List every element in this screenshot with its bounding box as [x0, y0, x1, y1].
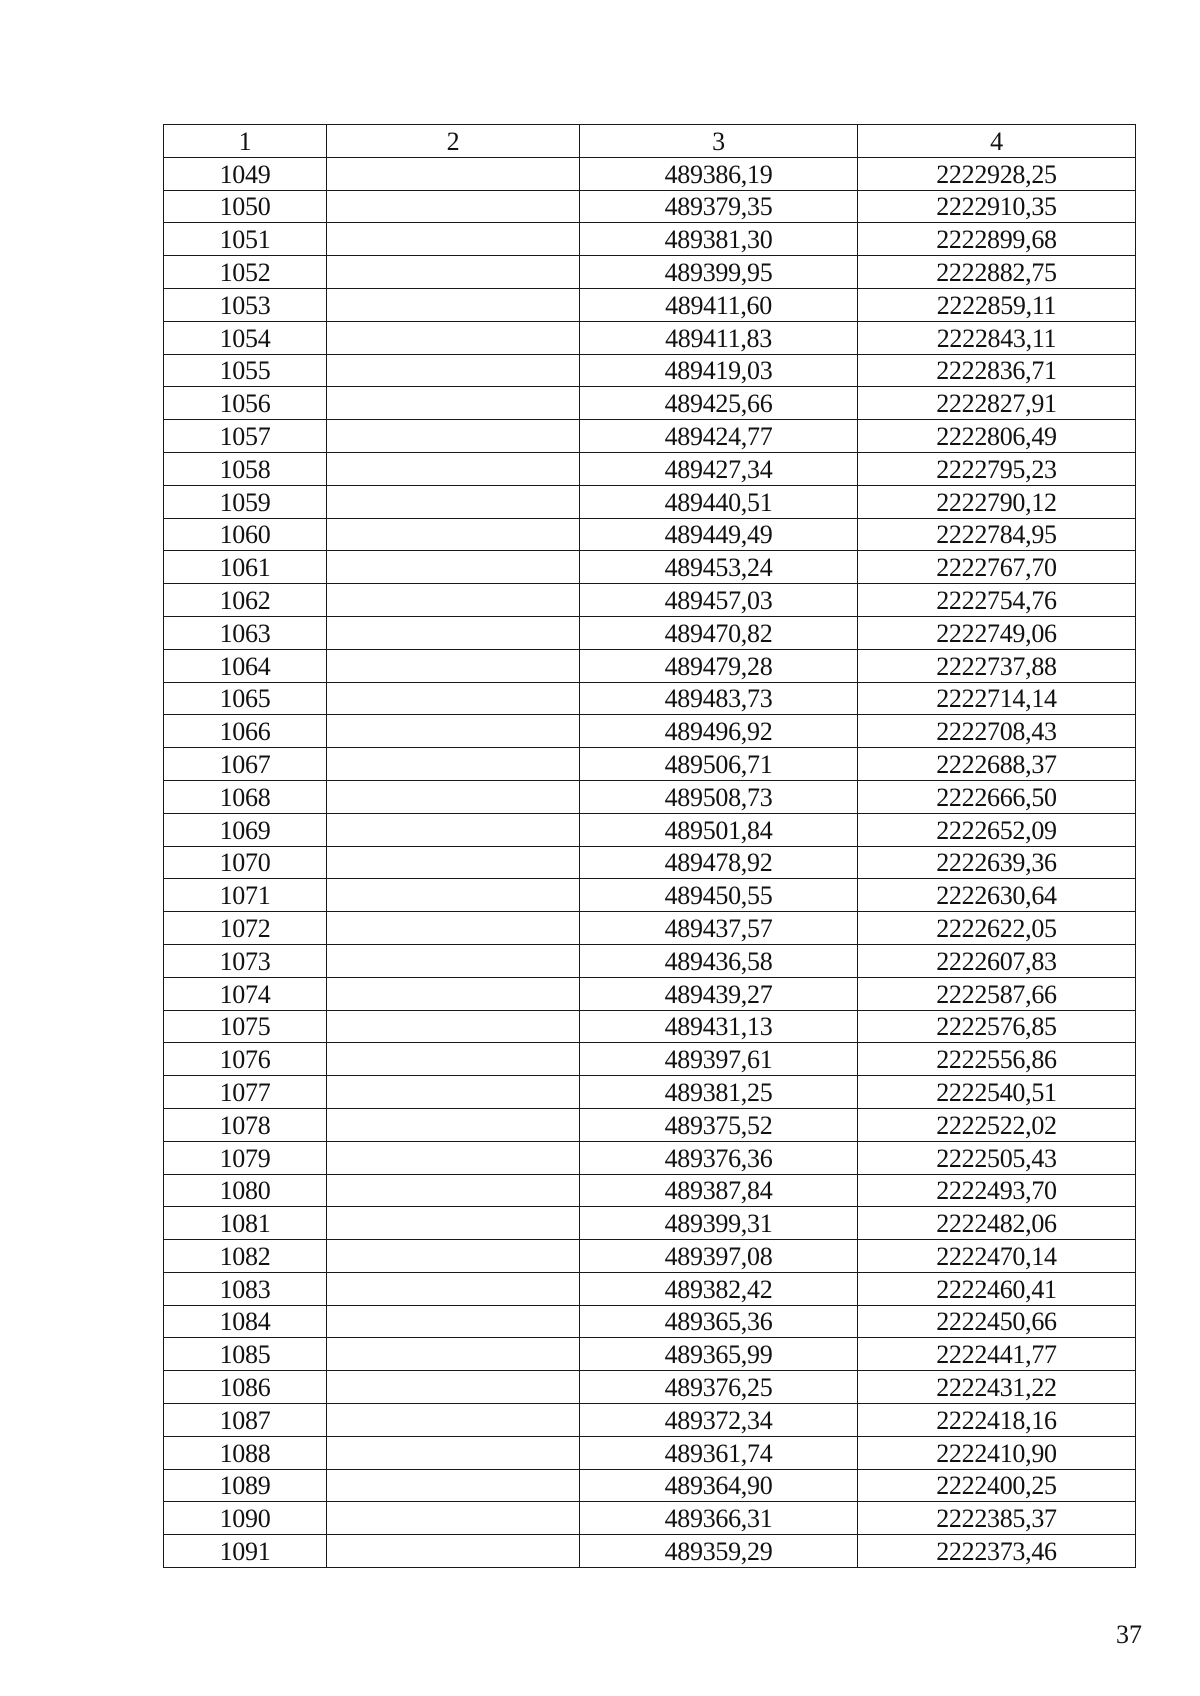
table-row: [164, 1502, 1136, 1535]
coordinates-table: [163, 124, 1136, 1568]
column-header-2: 2: [327, 125, 580, 158]
table-cell-col-1: 1055: [164, 354, 327, 387]
table-cell-col-4: 2222843,11: [858, 321, 1136, 354]
table-cell-col-4: 2222652,09: [858, 813, 1136, 846]
table-cell-col-4: 2222385,37: [858, 1502, 1136, 1535]
table-cell-col-2: [327, 1010, 580, 1043]
table-cell-col-1: 1085: [164, 1338, 327, 1371]
table-cell-col-2: [327, 420, 580, 453]
table-cell-col-3: 489361,74: [580, 1436, 858, 1469]
table-cell-col-1: 1066: [164, 715, 327, 748]
table-cell-col-2: [327, 748, 580, 781]
table-cell-col-2: [327, 1338, 580, 1371]
table-row: [164, 420, 1136, 453]
table-row: [164, 190, 1136, 223]
table-row: [164, 387, 1136, 420]
table-row: [164, 321, 1136, 354]
table-cell-col-1: 1079: [164, 1141, 327, 1174]
table-cell-col-3: 489399,31: [580, 1207, 858, 1240]
table-cell-col-4: 2222556,86: [858, 1043, 1136, 1076]
table-cell-col-4: 2222400,25: [858, 1469, 1136, 1502]
table-cell-col-2: [327, 649, 580, 682]
table-cell-col-1: 1081: [164, 1207, 327, 1240]
table-row: [164, 682, 1136, 715]
table-cell-col-1: 1051: [164, 223, 327, 256]
table-cell-col-2: [327, 944, 580, 977]
table-cell-col-4: 2222859,11: [858, 288, 1136, 321]
table-cell-col-2: [327, 1305, 580, 1338]
table-row: [164, 1338, 1136, 1371]
table-row: [164, 912, 1136, 945]
table-cell-col-3: 489397,08: [580, 1240, 858, 1273]
table-cell-col-4: 2222576,85: [858, 1010, 1136, 1043]
table-cell-col-3: 489440,51: [580, 485, 858, 518]
table-row: [164, 879, 1136, 912]
table-cell-col-4: 2222827,91: [858, 387, 1136, 420]
table-cell-col-2: [327, 813, 580, 846]
table-cell-col-1: 1057: [164, 420, 327, 453]
table-cell-col-1: 1069: [164, 813, 327, 846]
table-cell-col-4: 2222418,16: [858, 1404, 1136, 1437]
table-cell-col-1: 1091: [164, 1535, 327, 1568]
column-header-4: 4: [858, 125, 1136, 158]
table-cell-col-4: 2222767,70: [858, 551, 1136, 584]
table-cell-col-4: 2222607,83: [858, 944, 1136, 977]
table-cell-col-4: 2222784,95: [858, 518, 1136, 551]
table-cell-col-2: [327, 1502, 580, 1535]
table-cell-col-2: [327, 1535, 580, 1568]
table-row: [164, 977, 1136, 1010]
table-cell-col-1: 1062: [164, 584, 327, 617]
table-cell-col-4: 2222630,64: [858, 879, 1136, 912]
table-row: [164, 288, 1136, 321]
table-cell-col-3: 489508,73: [580, 780, 858, 813]
table-cell-col-2: [327, 1207, 580, 1240]
table-cell-col-2: [327, 977, 580, 1010]
table-cell-col-3: 489449,49: [580, 518, 858, 551]
table-cell-col-2: [327, 1076, 580, 1109]
table-cell-col-4: 2222450,66: [858, 1305, 1136, 1338]
table-row: [164, 256, 1136, 289]
table-cell-col-3: 489506,71: [580, 748, 858, 781]
table-cell-col-1: 1089: [164, 1469, 327, 1502]
table-cell-col-2: [327, 912, 580, 945]
table-cell-col-1: 1067: [164, 748, 327, 781]
table-cell-col-3: 489450,55: [580, 879, 858, 912]
table-cell-col-3: 489379,35: [580, 190, 858, 223]
table-cell-col-4: 2222410,90: [858, 1436, 1136, 1469]
table-cell-col-3: 489501,84: [580, 813, 858, 846]
table-row: [164, 584, 1136, 617]
table-cell-col-4: 2222688,37: [858, 748, 1136, 781]
table-row: [164, 813, 1136, 846]
table-cell-col-2: [327, 387, 580, 420]
table-cell-col-2: [327, 1469, 580, 1502]
table-cell-col-1: 1072: [164, 912, 327, 945]
table-row: [164, 1207, 1136, 1240]
table-cell-col-2: [327, 1272, 580, 1305]
table-row: [164, 1436, 1136, 1469]
table-cell-col-3: 489366,31: [580, 1502, 858, 1535]
table-cell-col-2: [327, 223, 580, 256]
table-cell-col-4: 2222522,02: [858, 1108, 1136, 1141]
table-row: [164, 485, 1136, 518]
table-row: [164, 354, 1136, 387]
table-cell-col-1: 1058: [164, 452, 327, 485]
table-cell-col-3: 489359,29: [580, 1535, 858, 1568]
table-row: [164, 1010, 1136, 1043]
table-cell-col-4: 2222754,76: [858, 584, 1136, 617]
table-cell-col-3: 489436,58: [580, 944, 858, 977]
table-cell-col-1: 1063: [164, 616, 327, 649]
table-cell-col-1: 1049: [164, 157, 327, 190]
table-cell-col-4: 2222639,36: [858, 846, 1136, 879]
table-cell-col-3: 489364,90: [580, 1469, 858, 1502]
table-cell-col-4: 2222482,06: [858, 1207, 1136, 1240]
table-cell-col-3: 489427,34: [580, 452, 858, 485]
table-row: [164, 452, 1136, 485]
table-cell-col-1: 1061: [164, 551, 327, 584]
table-cell-col-1: 1056: [164, 387, 327, 420]
table-cell-col-1: 1087: [164, 1404, 327, 1437]
table-cell-col-2: [327, 780, 580, 813]
table-row: [164, 551, 1136, 584]
table-cell-col-4: 2222836,71: [858, 354, 1136, 387]
table-cell-col-4: 2222806,49: [858, 420, 1136, 453]
table-row: [164, 1305, 1136, 1338]
table-row: [164, 715, 1136, 748]
table-cell-col-1: 1065: [164, 682, 327, 715]
table-cell-col-2: [327, 1141, 580, 1174]
table-row: [164, 1371, 1136, 1404]
table-cell-col-2: [327, 485, 580, 518]
table-cell-col-2: [327, 1043, 580, 1076]
table-row: [164, 1469, 1136, 1502]
table-cell-col-1: 1068: [164, 780, 327, 813]
table-row: [164, 1043, 1136, 1076]
table-cell-col-1: 1054: [164, 321, 327, 354]
table-cell-col-2: [327, 1371, 580, 1404]
table-cell-col-3: 489372,34: [580, 1404, 858, 1437]
table-cell-col-1: 1078: [164, 1108, 327, 1141]
table-cell-col-3: 489376,36: [580, 1141, 858, 1174]
table-cell-col-1: 1084: [164, 1305, 327, 1338]
table-cell-col-4: 2222431,22: [858, 1371, 1136, 1404]
table-cell-col-3: 489424,77: [580, 420, 858, 453]
table-cell-col-1: 1074: [164, 977, 327, 1010]
table-cell-col-2: [327, 846, 580, 879]
table-cell-col-3: 489365,99: [580, 1338, 858, 1371]
table-row: [164, 1141, 1136, 1174]
table-row: [164, 1108, 1136, 1141]
table-cell-col-2: [327, 518, 580, 551]
table-cell-col-2: [327, 1174, 580, 1207]
table-cell-col-3: 489419,03: [580, 354, 858, 387]
table-cell-col-1: 1073: [164, 944, 327, 977]
table-cell-col-2: [327, 288, 580, 321]
table-cell-col-3: 489381,30: [580, 223, 858, 256]
table-cell-col-4: 2222928,25: [858, 157, 1136, 190]
table-cell-col-1: 1052: [164, 256, 327, 289]
table-cell-col-1: 1082: [164, 1240, 327, 1273]
table-cell-col-2: [327, 682, 580, 715]
table-cell-col-2: [327, 321, 580, 354]
table-cell-col-3: 489411,60: [580, 288, 858, 321]
table-cell-col-3: 489437,57: [580, 912, 858, 945]
table-cell-col-3: 489411,83: [580, 321, 858, 354]
table-row: [164, 616, 1136, 649]
table-cell-col-1: 1050: [164, 190, 327, 223]
table-row: [164, 1272, 1136, 1305]
table-cell-col-2: [327, 715, 580, 748]
table-cell-col-2: [327, 256, 580, 289]
table-cell-col-2: [327, 190, 580, 223]
table-cell-col-1: 1086: [164, 1371, 327, 1404]
table-cell-col-3: 489365,36: [580, 1305, 858, 1338]
table-cell-col-1: 1070: [164, 846, 327, 879]
table-cell-col-4: 2222737,88: [858, 649, 1136, 682]
table-cell-col-3: 489478,92: [580, 846, 858, 879]
table-row: [164, 223, 1136, 256]
table-cell-col-3: 489453,24: [580, 551, 858, 584]
table-cell-col-4: 2222540,51: [858, 1076, 1136, 1109]
table-cell-col-2: [327, 584, 580, 617]
table-cell-col-3: 489375,52: [580, 1108, 858, 1141]
table-cell-col-1: 1071: [164, 879, 327, 912]
table-cell-col-4: 2222882,75: [858, 256, 1136, 289]
table-cell-col-2: [327, 616, 580, 649]
table-cell-col-1: 1088: [164, 1436, 327, 1469]
table-cell-col-1: 1059: [164, 485, 327, 518]
table-cell-col-2: [327, 1404, 580, 1437]
page-number: 37: [1116, 1620, 1142, 1649]
table-row: [164, 518, 1136, 551]
table-row: [164, 1076, 1136, 1109]
column-header-1: 1: [164, 125, 327, 158]
table-row: [164, 1535, 1136, 1568]
table-row: [164, 846, 1136, 879]
table-cell-col-3: 489425,66: [580, 387, 858, 420]
table-cell-col-4: 2222373,46: [858, 1535, 1136, 1568]
table-cell-col-3: 489386,19: [580, 157, 858, 190]
table-cell-col-2: [327, 1240, 580, 1273]
table-row: [164, 1404, 1136, 1437]
table-cell-col-3: 489397,61: [580, 1043, 858, 1076]
table-cell-col-3: 489470,82: [580, 616, 858, 649]
table-cell-col-1: 1060: [164, 518, 327, 551]
table-cell-col-1: 1064: [164, 649, 327, 682]
table-cell-col-3: 489376,25: [580, 1371, 858, 1404]
table-cell-col-3: 489381,25: [580, 1076, 858, 1109]
table-row: [164, 1174, 1136, 1207]
table-cell-col-1: 1053: [164, 288, 327, 321]
table-cell-col-2: [327, 157, 580, 190]
table-cell-col-3: 489399,95: [580, 256, 858, 289]
table-cell-col-2: [327, 1108, 580, 1141]
table-cell-col-3: 489479,28: [580, 649, 858, 682]
table-cell-col-2: [327, 1436, 580, 1469]
table-row: [164, 649, 1136, 682]
table-cell-col-2: [327, 879, 580, 912]
table-cell-col-4: 2222795,23: [858, 452, 1136, 485]
table-cell-col-2: [327, 551, 580, 584]
table-cell-col-4: 2222460,41: [858, 1272, 1136, 1305]
table-body: [164, 157, 1136, 1567]
table-cell-col-4: 2222587,66: [858, 977, 1136, 1010]
table-cell-col-4: 2222714,14: [858, 682, 1136, 715]
table-row: [164, 748, 1136, 781]
table-cell-col-2: [327, 354, 580, 387]
table-header: [164, 125, 1136, 158]
table-cell-col-1: 1075: [164, 1010, 327, 1043]
column-header-3: 3: [580, 125, 858, 158]
table-cell-col-4: 2222666,50: [858, 780, 1136, 813]
table-cell-col-3: 489431,13: [580, 1010, 858, 1043]
table-cell-col-4: 2222749,06: [858, 616, 1136, 649]
table-row: [164, 780, 1136, 813]
table-cell-col-1: 1077: [164, 1076, 327, 1109]
table-cell-col-4: 2222790,12: [858, 485, 1136, 518]
table-cell-col-4: 2222505,43: [858, 1141, 1136, 1174]
header-row: [164, 125, 1136, 158]
table-cell-col-3: 489496,92: [580, 715, 858, 748]
table-cell-col-4: 2222493,70: [858, 1174, 1136, 1207]
table-cell-col-3: 489457,03: [580, 584, 858, 617]
table-cell-col-4: 2222910,35: [858, 190, 1136, 223]
table-cell-col-3: 489439,27: [580, 977, 858, 1010]
table-cell-col-3: 489483,73: [580, 682, 858, 715]
table-cell-col-4: 2222708,43: [858, 715, 1136, 748]
table-cell-col-4: 2222899,68: [858, 223, 1136, 256]
table-cell-col-4: 2222441,77: [858, 1338, 1136, 1371]
table-cell-col-3: 489387,84: [580, 1174, 858, 1207]
table-row: [164, 157, 1136, 190]
table-cell-col-4: 2222622,05: [858, 912, 1136, 945]
table-cell-col-1: 1090: [164, 1502, 327, 1535]
table-cell-col-2: [327, 452, 580, 485]
table-cell-col-1: 1080: [164, 1174, 327, 1207]
table-cell-col-1: 1083: [164, 1272, 327, 1305]
table-cell-col-3: 489382,42: [580, 1272, 858, 1305]
table-row: [164, 944, 1136, 977]
table-cell-col-4: 2222470,14: [858, 1240, 1136, 1273]
table-row: [164, 1240, 1136, 1273]
table-cell-col-1: 1076: [164, 1043, 327, 1076]
